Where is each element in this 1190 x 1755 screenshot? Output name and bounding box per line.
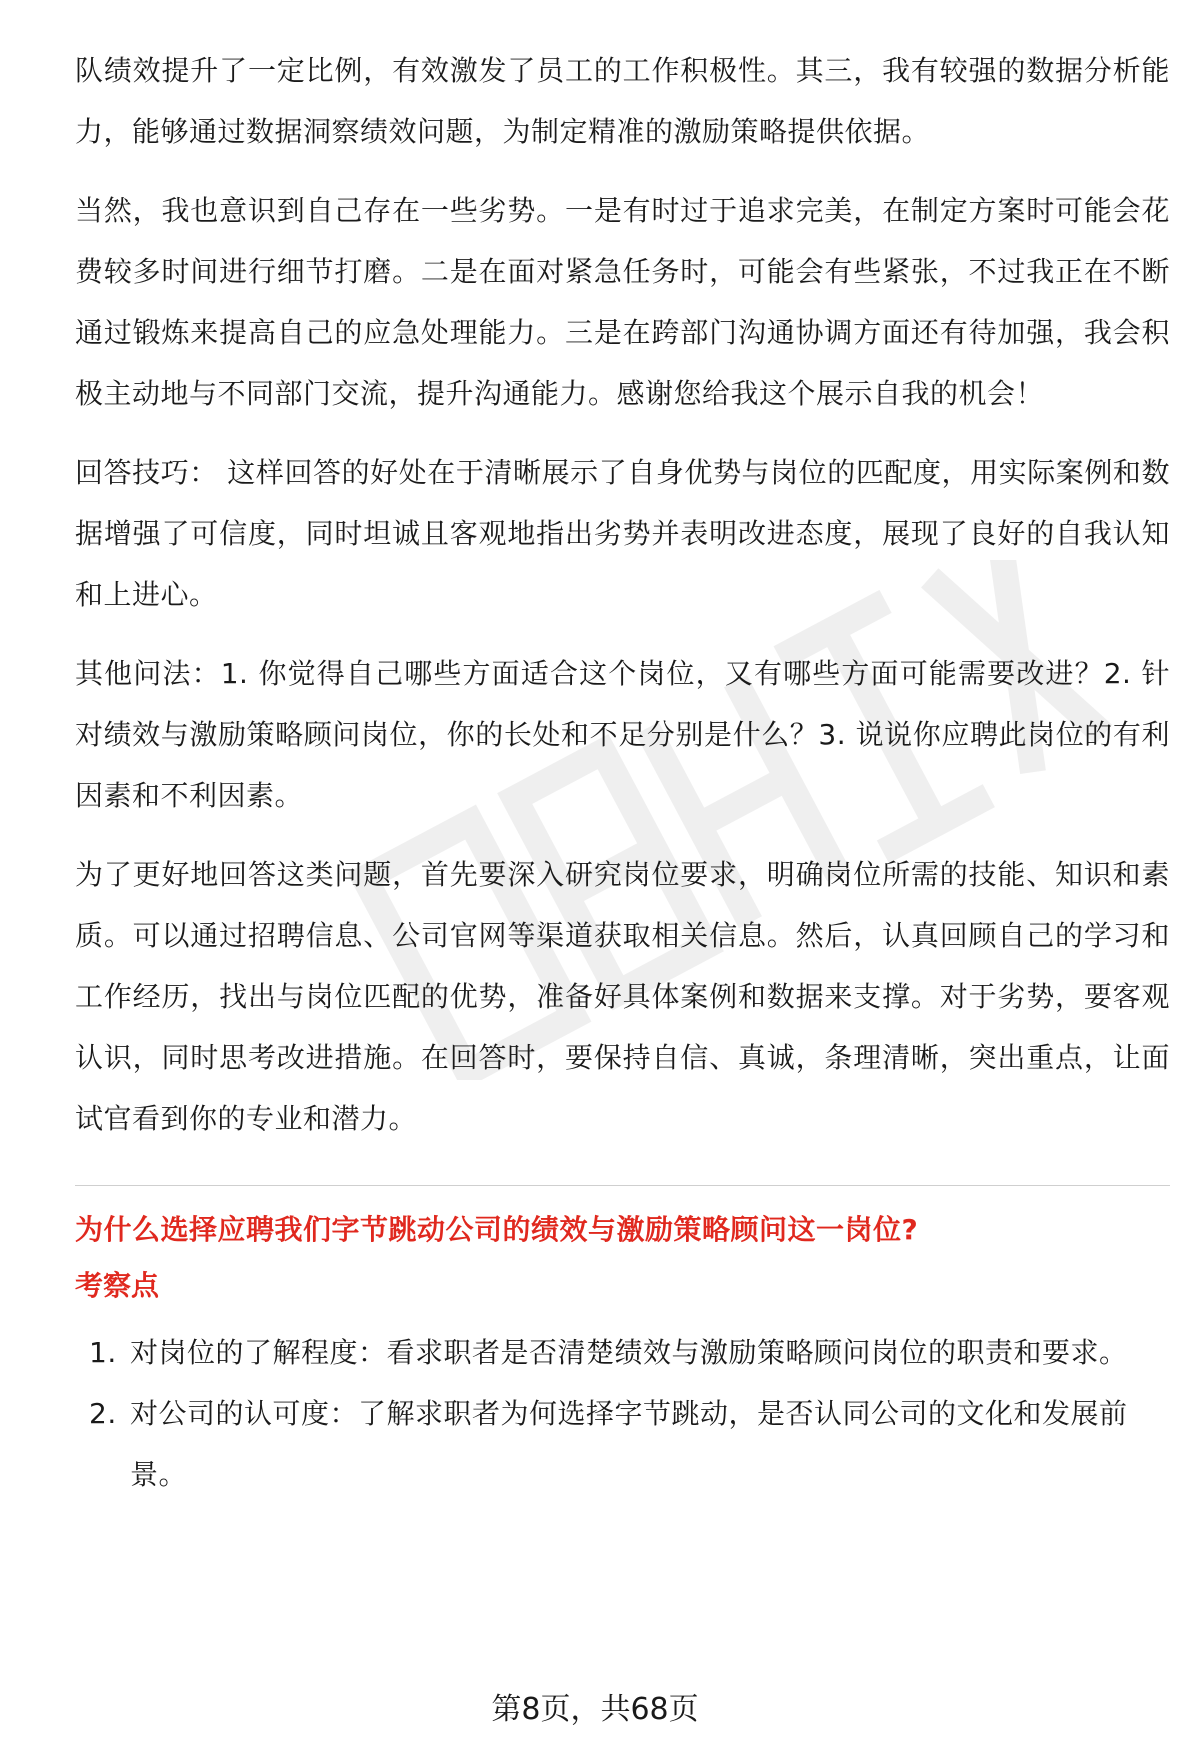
list-item-text: 对公司的认可度：了解求职者为何选择字节跳动，是否认同公司的文化和发展前景。 bbox=[130, 1397, 1128, 1491]
list-item-text: 对岗位的了解程度：看求职者是否清楚绩效与激励策略顾问岗位的职责和要求。 bbox=[130, 1336, 1128, 1369]
assessment-points-heading: 考察点 bbox=[75, 1269, 160, 1302]
paragraph-other-phrasings: 其他问法：1. 你觉得自己哪些方面适合这个岗位，又有哪些方面可能需要改进？2. 针对绩效与激励策略顾问岗位，你的长处和不足分别是什么？3. 说说你应聘此岗位的有利因素和不利因素。 bbox=[75, 657, 1170, 812]
paragraph-strengths-end: 队绩效提升了一定比例，有效激发了员工的工作积极性。其三，我有较强的数据分析能力，能够通过数据洞察绩效问题，为制定精准的激励策略提供依据。 bbox=[75, 54, 1170, 148]
paragraph-answer-tips: 回答技巧： 这样回答的好处在于清晰展示了自身优势与岗位的匹配度，用实际案例和数据增强了可信度，同时坦诚且客观地指出劣势并表明改进态度，展现了良好的自我认知和上进心。 bbox=[75, 456, 1170, 611]
list-item-number: 1. bbox=[89, 1336, 117, 1369]
document-body bbox=[75, 40, 1170, 1505]
list-item-number: 2. bbox=[89, 1397, 117, 1430]
list-item bbox=[75, 1383, 1170, 1505]
question-heading: 为什么选择应聘我们字节跳动公司的绩效与激励策略顾问这一岗位? bbox=[75, 1213, 919, 1246]
page-footer: 第8页，共68页 bbox=[491, 1692, 699, 1727]
paragraph-advice: 为了更好地回答这类问题，首先要深入研究岗位要求，明确岗位所需的技能、知识和素质。可以通过招聘信息、公司官网等渠道获取相关信息。然后，认真回顾自己的学习和工作经历，找出与岗位匹配的优势，准备好具体案例和数据来支撑。对于劣势，要客观认识，同时思考改进措施。在回答时，要保持自信、真诚，条理清晰，突出重点，让面试官看到你的专业和潜力。 bbox=[75, 858, 1170, 1135]
paragraph-weaknesses: 当然，我也意识到自己存在一些劣势。一是有时过于追求完美，在制定方案时可能会花费较多时间进行细节打磨。二是在面对紧急任务时，可能会有些紧张，不过我正在不断通过锻炼来提高自己的应急处理能力。三是在跨部门沟通协调方面还有待加强，我会积极主动地与不同部门交流，提升沟通能力。感谢您给我这个展示自我的机会！ bbox=[75, 194, 1170, 410]
assessment-points-list bbox=[75, 1322, 1170, 1505]
section-divider bbox=[75, 1185, 1170, 1186]
list-item bbox=[75, 1322, 1170, 1383]
